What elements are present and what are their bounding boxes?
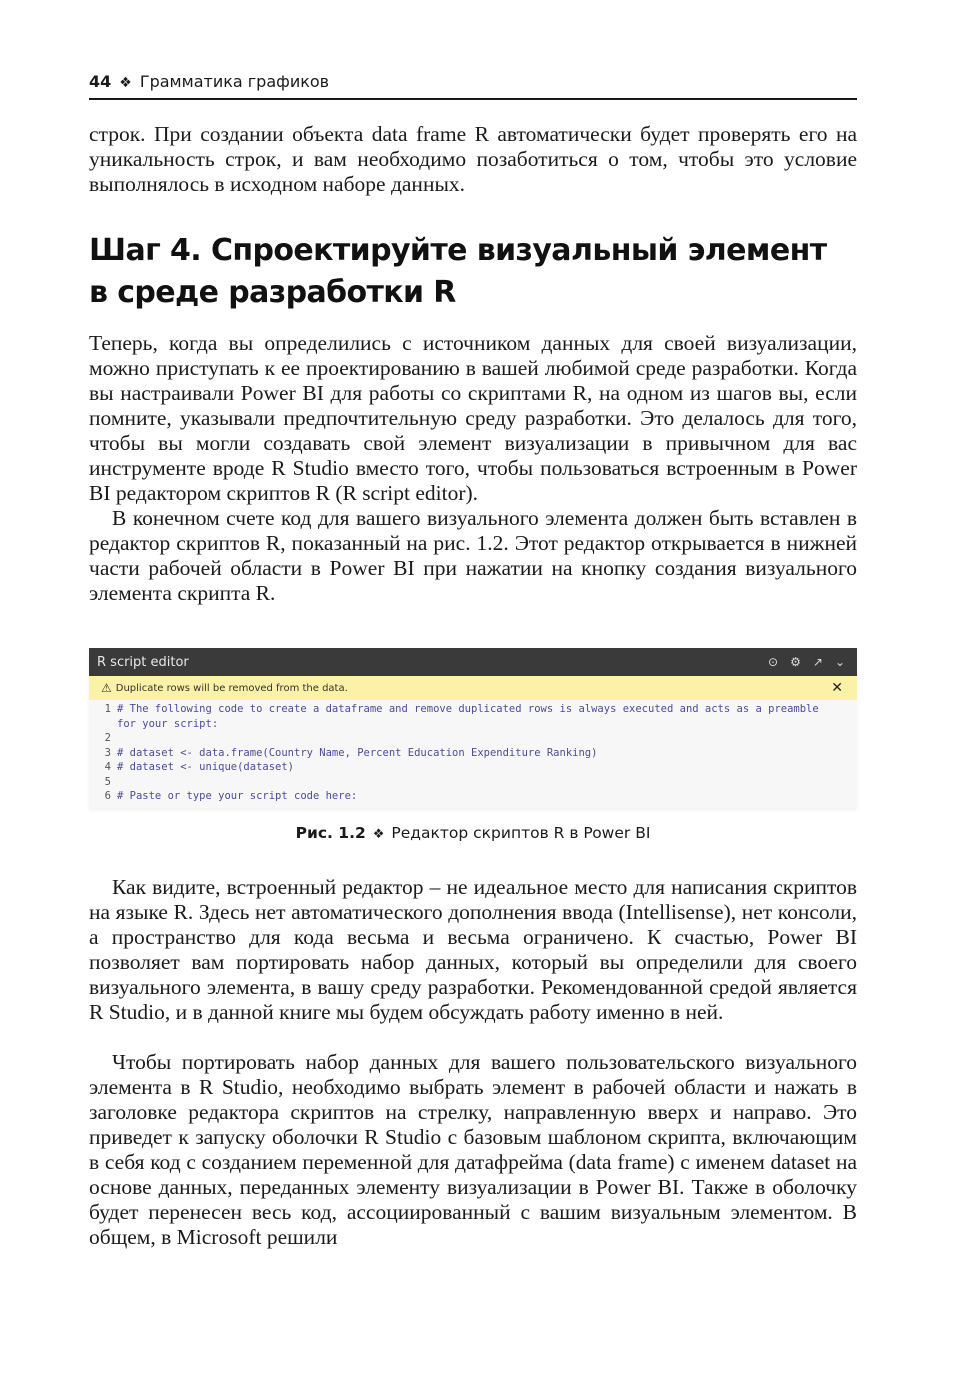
caption-text: Редактор скриптов R в Power BI: [391, 824, 651, 842]
code-text: [117, 775, 857, 790]
line-number: 6: [104, 790, 111, 802]
code-text: [117, 731, 857, 746]
figure-caption: [89, 824, 857, 842]
section-title-line1: Шаг 4. Спроектируйте визуальный элемент: [89, 233, 827, 268]
code-line: [89, 775, 857, 790]
code-text: # The following code to create a dataframe and remove duplicated rows is always executed and acts as a preamble for your script:: [117, 703, 826, 730]
chevron-down-icon[interactable]: ⌄: [834, 655, 845, 669]
warning-icon: ⚠: [101, 681, 112, 695]
separator-glyph: ❖: [119, 75, 132, 91]
editor-title-bar: [89, 648, 857, 676]
chapter-title: Грамматика графиков: [139, 72, 330, 91]
code-line: [89, 731, 857, 746]
code-line: [89, 760, 857, 775]
close-icon[interactable]: ✕: [831, 680, 843, 696]
code-area[interactable]: [89, 700, 857, 804]
line-number: 5: [104, 775, 111, 788]
caption-separator: ❖: [372, 827, 385, 842]
paragraph-1: Теперь, когда вы определились с источником данных для своей визуализации, можно приступать к ее проектированию в вашей любимой среде разработки. Когда вы настраивали Power BI для работы со скриптами R, на одном из шагов вы, если помните, указывали предпочтительную среду разработки. Это делалось для того, чтобы вы могли создавать свой элемент визуализации в привычном для вас инструменте вроде R Studio вместо того, чтобы пользоваться встроенным в Power BI редактором скриптов R (R script editor).: [89, 331, 857, 505]
running-head: [89, 72, 857, 100]
code-text: # dataset <- unique(dataset): [117, 761, 295, 773]
code-text: # Paste or type your script code here:: [117, 790, 358, 802]
expand-icon[interactable]: ↗: [812, 655, 823, 669]
run-icon[interactable]: ⊙: [768, 655, 779, 669]
warning-text: Duplicate rows will be removed from the data.: [115, 682, 348, 694]
paragraph-2: В конечном счете код для вашего визуального элемента должен быть вставлен в редактор скриптов R, показанный на рис. 1.2. Этот редактор открывается в нижней части рабочей области в Power BI при нажатии на кнопку создания визуального элемента скрипта R.: [89, 506, 857, 605]
intro-paragraph: строк. При создании объекта data frame R автоматически будет проверять его на уникальность строк, и вам необходимо позаботиться о том, чтобы это условие выполнялось в исходном наборе данных.: [89, 122, 857, 196]
editor-title: R script editor: [97, 654, 189, 670]
section-title: [89, 230, 857, 314]
duplicate-warning-bar: [89, 676, 857, 700]
line-number: 4: [104, 761, 111, 773]
section-title-line2: в среде разработки R: [89, 275, 456, 310]
code-line: [89, 789, 857, 804]
code-line: [89, 746, 857, 761]
caption-label: Рис. 1.2: [295, 824, 366, 842]
code-line: [89, 702, 857, 731]
page-number: 44: [89, 72, 112, 91]
paragraph-4: Чтобы портировать набор данных для вашего пользовательского визуального элемента в R Studio, необходимо выбрать элемент в рабочей области и нажать в заголовке редактора скриптов на стрелку, направленную вверх и направо. Это приведет к запуску оболочки R Studio с базовым шаблоном скрипта, включающим в себя код с созданием переменной для датафрейма (data frame) с именем dataset на основе данных, переданных элементу визуализации в Power BI. Также в оболочку будет перенесен весь код, ассоциированный с вашим визуальным элементом. В общем, в Microsoft решили: [89, 1050, 857, 1249]
r-script-editor-figure: [89, 648, 857, 808]
line-number: 3: [104, 746, 111, 759]
paragraph-3: Как видите, встроенный редактор – не идеальное место для написания скриптов на языке R. Здесь нет автоматического дополнения ввода (Intellisense), нет консоли, а пространство для кода весьма и весьма ограничено. К счастью, Power BI позволяет вам портировать набор данных, который вы определили для своего визуального элемента, в вашу среду разработки. Рекомендованной средой является R Studio, и в данной книге мы будем обсуждать работу именно в ней.: [89, 875, 857, 1024]
line-number: 1: [104, 703, 111, 715]
settings-icon[interactable]: ⚙: [790, 655, 801, 669]
code-text: # dataset <- data.frame(Country Name, Percent Education Expenditure Ranking): [117, 746, 598, 759]
line-number: 2: [104, 732, 111, 744]
